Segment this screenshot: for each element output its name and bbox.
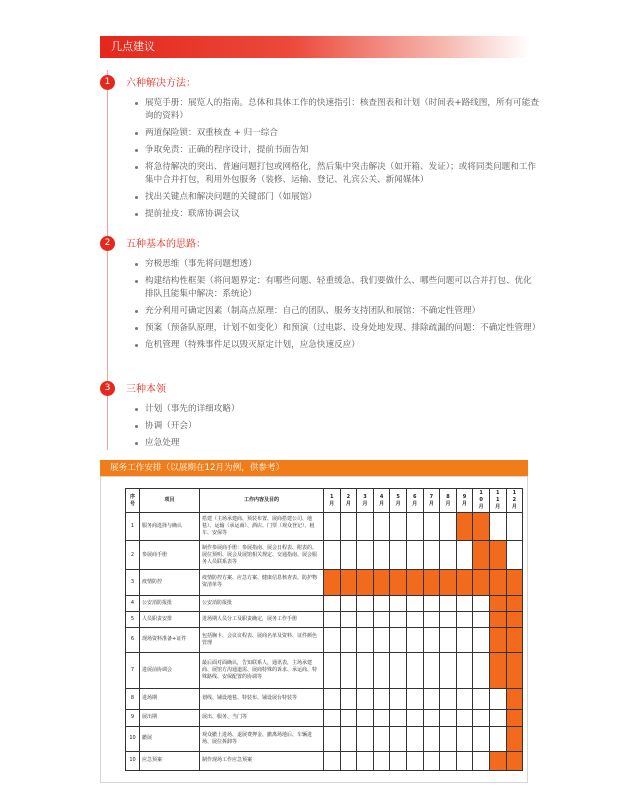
gantt-cell (440, 689, 457, 709)
gantt-cell (373, 595, 390, 611)
bullet-item: 充分利用可确定因素（制高点原理：自己的团队、服务支持团队和展馆：不确定性管理） (134, 305, 539, 318)
header-item: 项目 (140, 489, 200, 513)
gantt-cell (373, 689, 390, 709)
gantt-cell (324, 652, 341, 688)
header-month-label: 4月 (379, 493, 385, 507)
section-3-title: 三种本领 (126, 384, 166, 395)
gantt-cell (506, 541, 523, 569)
bullet-item: 争取免责：正确的程序设计，提前书面告知 (134, 144, 539, 157)
gantt-cell-active (390, 569, 407, 595)
header-month (390, 489, 407, 513)
header-month (357, 489, 374, 513)
gantt-cell-active (489, 652, 506, 688)
gantt-cell (406, 513, 423, 541)
gantt-cell-active (489, 611, 506, 627)
row-content: 最后面对面确认，告知联系人，通讯表，主场承建商、展馆方沟通道需、展商特殊的诉求、承运商、特殊路线、安保配置的协调等 (200, 652, 324, 688)
gantt-cell-active (506, 595, 523, 611)
header-month-label: 10月 (478, 490, 484, 510)
bullet-item: 构建结构性框架（将问题界定：有哪些问题、轻重缓急、我们要做什么、哪些问题可以合并打包、优化排队且能集中解决：系统论） (134, 275, 539, 301)
gantt-cell (357, 611, 374, 627)
header-month (506, 489, 523, 513)
row-item: 疫情防控 (140, 569, 200, 595)
row-number: 7 (126, 652, 140, 688)
gantt-cell (373, 541, 390, 569)
gantt-cell-active (506, 726, 523, 751)
row-content: 公安消防报批 (200, 595, 324, 611)
gantt-cell (440, 726, 457, 751)
gantt-cell-active (440, 569, 457, 595)
gantt-cell (390, 652, 407, 688)
gantt-cell-active (489, 569, 506, 595)
gantt-cell (340, 652, 357, 688)
bullet-item: 应急处理 (134, 437, 539, 450)
schedule-title-bar (100, 460, 528, 476)
schedule-header-row (126, 489, 523, 513)
gantt-cell (423, 513, 440, 541)
row-content: 观众撤上进场、退展费押金、撤离场地后、车辆进场、展位拆卸等 (200, 726, 324, 751)
row-number: 6 (126, 627, 140, 652)
gantt-cell (473, 652, 490, 688)
gantt-cell (340, 595, 357, 611)
schedule-row (126, 709, 523, 726)
gantt-cell (489, 513, 506, 541)
gantt-cell (406, 595, 423, 611)
header-month (324, 489, 341, 513)
gantt-cell (456, 751, 473, 770)
gantt-cell (406, 627, 423, 652)
row-number: 10 (126, 726, 140, 751)
bullet-item: 两道保险锁：双重核查 + 归一综合 (134, 127, 539, 140)
gantt-cell (423, 541, 440, 569)
bullet-item: 计划（事先的详细攻略） (134, 403, 539, 416)
gantt-cell (423, 595, 440, 611)
gantt-cell (390, 611, 407, 627)
gantt-cell (357, 627, 374, 652)
header-month (423, 489, 440, 513)
gantt-cell-active (473, 569, 490, 595)
gantt-cell (357, 726, 374, 751)
header-month-label: 6月 (412, 493, 418, 507)
gantt-cell (406, 652, 423, 688)
schedule-row (126, 689, 523, 709)
gantt-cell-active (489, 751, 506, 770)
section-3-number-badge: 3 (100, 381, 115, 396)
gantt-cell (473, 726, 490, 751)
gantt-cell (390, 541, 407, 569)
gantt-cell (324, 726, 341, 751)
header-content: 工作内容及目的 (200, 489, 324, 513)
header-month-label: 7月 (428, 493, 434, 507)
gantt-cell-active (373, 569, 390, 595)
gantt-cell (340, 726, 357, 751)
gantt-cell (423, 652, 440, 688)
gantt-cell (324, 627, 341, 652)
gantt-cell (473, 611, 490, 627)
row-number: 9 (126, 709, 140, 726)
gantt-cell (390, 709, 407, 726)
row-content: 进场期人员分工及职责确定，展务工作手册 (200, 611, 324, 627)
gantt-cell (440, 751, 457, 770)
gantt-cell (473, 627, 490, 652)
gantt-cell (324, 513, 341, 541)
gantt-cell (340, 513, 357, 541)
schedule-body (126, 513, 523, 771)
gantt-cell (373, 709, 390, 726)
header-month (373, 489, 390, 513)
gantt-cell-active (506, 611, 523, 627)
gantt-cell (357, 689, 374, 709)
gantt-cell (324, 689, 341, 709)
gantt-cell (373, 751, 390, 770)
header-month (440, 489, 457, 513)
gantt-cell (473, 595, 490, 611)
gantt-cell (406, 751, 423, 770)
gantt-cell-active (506, 652, 523, 688)
gantt-cell (423, 611, 440, 627)
row-number: 1 (126, 513, 140, 541)
schedule-row (126, 513, 523, 541)
schedule-row (126, 751, 523, 770)
row-number: 2 (126, 541, 140, 569)
gantt-cell (324, 611, 341, 627)
gantt-cell (373, 652, 390, 688)
gantt-cell (340, 689, 357, 709)
section-2-list (134, 258, 539, 356)
row-number: 5 (126, 611, 140, 627)
gantt-cell-active (489, 595, 506, 611)
gantt-cell (357, 595, 374, 611)
gantt-cell (373, 513, 390, 541)
header-month-label: 3月 (362, 493, 368, 507)
row-number: 8 (126, 689, 140, 709)
gantt-cell (440, 652, 457, 688)
gantt-cell-active (489, 627, 506, 652)
header-month (406, 489, 423, 513)
gantt-cell-active (506, 751, 523, 770)
gantt-cell (373, 611, 390, 627)
gantt-cell (390, 513, 407, 541)
gantt-cell-active (456, 569, 473, 595)
row-number: 3 (126, 569, 140, 595)
row-content: 划线、铺设地毯、特装布、铺设展台特装等 (200, 689, 324, 709)
gantt-cell-active (473, 541, 490, 569)
row-item: 应急预案 (140, 751, 200, 770)
gantt-cell (456, 652, 473, 688)
gantt-cell (340, 541, 357, 569)
gantt-cell (456, 709, 473, 726)
gantt-cell (456, 726, 473, 751)
gantt-cell (357, 709, 374, 726)
bullet-item: 展览手册：展览人的指南。总体和具体工作的快速指引：核查图表和计划（时间表+路线图，所有可能查询的资料） (134, 97, 539, 123)
section-1-number-badge: 1 (100, 75, 115, 90)
gantt-cell (440, 627, 457, 652)
gantt-cell (506, 513, 523, 541)
schedule-title: 展务工作安排（以展期在12月为例，供参考） (110, 463, 285, 473)
schedule-row (126, 726, 523, 751)
bullet-item: 穷极思维（事先将问题想透） (134, 258, 539, 271)
header-month (456, 489, 473, 513)
bullet-item: 协调（开会） (134, 420, 539, 433)
gantt-cell (390, 751, 407, 770)
gantt-cell (489, 709, 506, 726)
gantt-cell-active (324, 569, 341, 595)
row-item: 现场资料准备+证件 (140, 627, 200, 652)
row-content: 制作现场工作应急预案 (200, 751, 324, 770)
bullet-item: 将急待解决的突出、普遍问题打包或网格化，然后集中突击解决（如开箱、发证）；或将同类问题和工作集中合并打包，利用外包服务（装修、运输、登记、礼宾公关、新闻媒体） (134, 161, 539, 187)
schedule-row (126, 627, 523, 652)
header-month (340, 489, 357, 513)
gantt-cell (406, 709, 423, 726)
gantt-cell (324, 595, 341, 611)
gantt-cell (423, 726, 440, 751)
gantt-cell (423, 627, 440, 652)
gantt-cell-active (456, 513, 473, 541)
gantt-cell (324, 709, 341, 726)
bullet-item: 预案（预备队原理，计划不如变化）和预演（过电影、设身处地发现、排除疏漏的问题：不确定性管理） (134, 322, 539, 335)
gantt-cell (357, 652, 374, 688)
gantt-cell (357, 513, 374, 541)
gantt-cell (390, 595, 407, 611)
section-2-title: 五种基本的思路： (126, 239, 206, 250)
header-month-label: 5月 (395, 493, 401, 507)
gantt-cell-active (489, 541, 506, 569)
gantt-cell (456, 595, 473, 611)
schedule-row (126, 652, 523, 688)
gantt-cell (340, 611, 357, 627)
gantt-cell (489, 726, 506, 751)
row-content: 包括胸卡、会议议程表、展商名单及资料、证件颜色管理 (200, 627, 324, 652)
gantt-cell (406, 726, 423, 751)
row-content: 搭建（主场承建商、预装布置、展商搭建公司、地毯）、运输（承运商）、酒店、门票（观众登记）、租车、安保等 (200, 513, 324, 541)
gantt-cell-active (423, 569, 440, 595)
gantt-cell-active (406, 569, 423, 595)
bullet-item: 提前扯皮：联席协调会议 (134, 208, 539, 221)
gantt-cell (456, 611, 473, 627)
header-month (489, 489, 506, 513)
bullet-item: 危机管理（特殊事件足以毁灭原定计划，应急快速反应） (134, 339, 539, 352)
schedule-row (126, 541, 523, 569)
row-number: 10 (126, 751, 140, 770)
header-month-label: 11月 (495, 490, 501, 510)
gantt-cell (440, 513, 457, 541)
gantt-cell (440, 541, 457, 569)
gantt-cell (324, 751, 341, 770)
gantt-cell (440, 709, 457, 726)
header-no: 序号 (126, 489, 140, 513)
gantt-cell-active (473, 513, 490, 541)
gantt-cell (340, 709, 357, 726)
gantt-cell (473, 709, 490, 726)
schedule-table (125, 488, 523, 771)
gantt-cell (423, 709, 440, 726)
row-item: 公安消防报批 (140, 595, 200, 611)
row-item: 进展前协调会 (140, 652, 200, 688)
section-1-list (134, 97, 539, 225)
gantt-cell (473, 689, 490, 709)
bullet-item: 找出关键点和解决问题的关键部门（如展馆） (134, 191, 539, 204)
gantt-cell (373, 627, 390, 652)
gantt-cell (489, 689, 506, 709)
gantt-cell-active (357, 569, 374, 595)
gantt-cell (456, 627, 473, 652)
header-month-label: 8月 (445, 493, 451, 507)
header-month-label: 2月 (345, 493, 351, 507)
gantt-cell (373, 726, 390, 751)
gantt-cell-active (506, 627, 523, 652)
row-item: 参展商手册 (140, 541, 200, 569)
gantt-cell (456, 689, 473, 709)
section-header-title: 几点建议 (111, 40, 155, 53)
row-item: 进场期 (140, 689, 200, 709)
section-2-number-badge: 2 (100, 236, 115, 251)
schedule-row (126, 611, 523, 627)
section-header-bar (100, 36, 530, 58)
gantt-cell (357, 751, 374, 770)
gantt-cell-active (506, 569, 523, 595)
gantt-cell (340, 751, 357, 770)
gantt-cell (406, 541, 423, 569)
header-month (473, 489, 490, 513)
gantt-cell (423, 689, 440, 709)
gantt-cell (390, 726, 407, 751)
row-number: 4 (126, 595, 140, 611)
section-3-list (134, 403, 539, 454)
gantt-cell (390, 689, 407, 709)
gantt-cell (423, 751, 440, 770)
gantt-cell-active (506, 689, 523, 709)
gantt-cell (440, 611, 457, 627)
header-month-label: 1月 (329, 493, 335, 507)
section-1-title: 六种解决方法： (126, 78, 196, 89)
gantt-cell (440, 595, 457, 611)
row-content: 制作参展商手册：参展指南、展会日程表、附表的、展位预明、展会及展馆相关规定、交通指南、展会服务人员联系表等 (200, 541, 324, 569)
row-content: 展出、服务、当门等 (200, 709, 324, 726)
gantt-cell (406, 689, 423, 709)
gantt-cell (324, 541, 341, 569)
row-content: 疫情防控方案、应急方案、健康信息核查表、防护物资清单等 (200, 569, 324, 595)
gantt-cell-active (506, 709, 523, 726)
gantt-cell (473, 751, 490, 770)
row-item: 展出期 (140, 709, 200, 726)
gantt-cell-active (340, 569, 357, 595)
schedule-row (126, 595, 523, 611)
row-item: 撤展 (140, 726, 200, 751)
header-month-label: 12月 (511, 490, 517, 510)
row-item: 服务商选择与确认 (140, 513, 200, 541)
gantt-cell (456, 541, 473, 569)
gantt-cell (340, 627, 357, 652)
gantt-cell (357, 541, 374, 569)
row-item: 人员职责安排 (140, 611, 200, 627)
gantt-cell (390, 627, 407, 652)
schedule-row (126, 569, 523, 595)
header-month-label: 9月 (462, 493, 468, 507)
gantt-cell (406, 611, 423, 627)
